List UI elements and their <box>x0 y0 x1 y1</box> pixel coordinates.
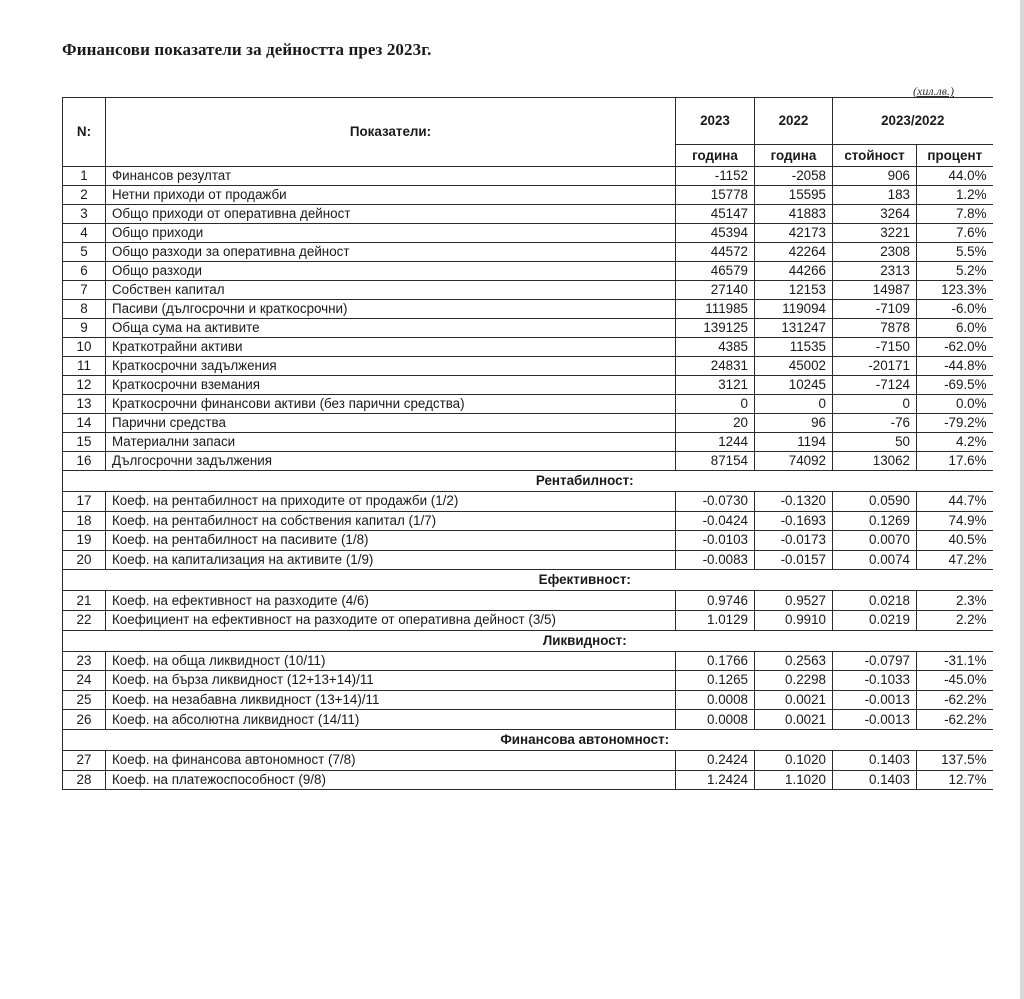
section-header-row <box>63 729 993 750</box>
change-percent: 1.2% <box>917 186 993 205</box>
header-percent-sub: процент <box>917 145 993 167</box>
change-value: 3221 <box>833 224 917 243</box>
change-percent: -62.2% <box>917 710 993 730</box>
row-label: Общо приходи <box>106 224 676 243</box>
header-year-2023: 2023 <box>676 98 755 145</box>
page-edge <box>1020 0 1024 999</box>
table-row <box>63 710 993 730</box>
unit-label: (хил.лв.) <box>913 84 954 98</box>
header-row-primary <box>63 98 993 145</box>
row-label: Коеф. на бърза ликвидност (12+13+14)/11 <box>106 671 676 691</box>
change-value: -0.0797 <box>833 651 917 671</box>
row-number: 12 <box>63 376 106 395</box>
change-percent: 5.5% <box>917 243 993 262</box>
value-2023: 0.0008 <box>676 710 755 730</box>
row-number: 1 <box>63 167 106 186</box>
change-value: -7150 <box>833 338 917 357</box>
row-label: Коеф. на рентабилност на приходите от продажби (1/2) <box>106 492 676 512</box>
change-percent: 17.6% <box>917 452 993 471</box>
change-value: 183 <box>833 186 917 205</box>
row-number: 5 <box>63 243 106 262</box>
value-2023: 87154 <box>676 452 755 471</box>
table-row <box>63 511 993 531</box>
value-2022: 74092 <box>755 452 833 471</box>
value-2023: 3121 <box>676 376 755 395</box>
row-label: Дългосрочни задължения <box>106 452 676 471</box>
change-value: 0.0218 <box>833 591 917 611</box>
change-percent: -31.1% <box>917 651 993 671</box>
row-number: 19 <box>63 531 106 551</box>
table-row <box>63 750 993 770</box>
value-2022: 12153 <box>755 281 833 300</box>
value-2022: 44266 <box>755 262 833 281</box>
row-label: Краткосрочни финансови активи (без парични средства) <box>106 395 676 414</box>
value-2023: 4385 <box>676 338 755 357</box>
change-value: 0.0074 <box>833 550 917 570</box>
table-row <box>63 338 993 357</box>
value-2023: 1.2424 <box>676 770 755 790</box>
row-label: Краткосрочни задължения <box>106 357 676 376</box>
value-2022: 0.2298 <box>755 671 833 691</box>
table-row <box>63 550 993 570</box>
row-label: Коеф. на ефективност на разходите (4/6) <box>106 591 676 611</box>
table-row <box>63 770 993 790</box>
row-number: 20 <box>63 550 106 570</box>
value-2023: 15778 <box>676 186 755 205</box>
row-number: 15 <box>63 433 106 452</box>
row-label: Краткотрайни активи <box>106 338 676 357</box>
change-percent: -44.8% <box>917 357 993 376</box>
change-value: -0.0013 <box>833 710 917 730</box>
row-label: Коеф. на рентабилност на пасивите (1/8) <box>106 531 676 551</box>
table-row <box>63 395 993 414</box>
value-2023: -1152 <box>676 167 755 186</box>
row-number: 6 <box>63 262 106 281</box>
value-2022: -0.0173 <box>755 531 833 551</box>
change-value: -0.1033 <box>833 671 917 691</box>
value-2023: 0.2424 <box>676 750 755 770</box>
row-label: Общо приходи от оперативна дейност <box>106 205 676 224</box>
table-body <box>63 167 993 790</box>
header-year-2023-sub: година <box>676 145 755 167</box>
table-row <box>63 167 993 186</box>
change-percent: 7.8% <box>917 205 993 224</box>
row-label: Обща сума на активите <box>106 319 676 338</box>
table-row <box>63 610 993 630</box>
section-title: Ликвидност: <box>63 630 993 651</box>
change-value: 3264 <box>833 205 917 224</box>
change-percent: 2.2% <box>917 610 993 630</box>
value-2022: -0.0157 <box>755 550 833 570</box>
row-label: Финансов резултат <box>106 167 676 186</box>
change-value: 0.1403 <box>833 770 917 790</box>
table-row <box>63 671 993 691</box>
table-row <box>63 452 993 471</box>
financial-indicators-table <box>62 97 993 790</box>
table-row <box>63 492 993 512</box>
change-percent: 2.3% <box>917 591 993 611</box>
section-header-row <box>63 471 993 492</box>
change-percent: -6.0% <box>917 300 993 319</box>
row-label: Коефициент на ефективност на разходите от оперативна дейност (3/5) <box>106 610 676 630</box>
value-2023: 0.1766 <box>676 651 755 671</box>
change-percent: -69.5% <box>917 376 993 395</box>
table-row <box>63 262 993 281</box>
value-2022: 42173 <box>755 224 833 243</box>
row-number: 21 <box>63 591 106 611</box>
value-2022: 0.9910 <box>755 610 833 630</box>
row-label: Материални запаси <box>106 433 676 452</box>
section-header-row <box>63 630 993 651</box>
row-label: Собствен капитал <box>106 281 676 300</box>
row-label: Коеф. на платежоспособност (9/8) <box>106 770 676 790</box>
table-row <box>63 243 993 262</box>
table-row <box>63 591 993 611</box>
header-year-2022: 2022 <box>755 98 833 145</box>
value-2023: 46579 <box>676 262 755 281</box>
change-percent: 5.2% <box>917 262 993 281</box>
row-label: Нетни приходи от продажби <box>106 186 676 205</box>
header-ratio: 2023/2022 <box>833 98 993 145</box>
row-label: Коеф. на рентабилност на собствения капитал (1/7) <box>106 511 676 531</box>
section-title: Финансова автономност: <box>63 729 993 750</box>
row-number: 13 <box>63 395 106 414</box>
table-row <box>63 690 993 710</box>
change-percent: -62.0% <box>917 338 993 357</box>
header-value-sub: стойност <box>833 145 917 167</box>
change-percent: 40.5% <box>917 531 993 551</box>
change-value: 0.1269 <box>833 511 917 531</box>
row-number: 8 <box>63 300 106 319</box>
value-2022: 0.0021 <box>755 690 833 710</box>
section-title: Ефективност: <box>63 570 993 591</box>
value-2023: -0.0083 <box>676 550 755 570</box>
change-value: -7109 <box>833 300 917 319</box>
change-value: 13062 <box>833 452 917 471</box>
row-number: 4 <box>63 224 106 243</box>
value-2023: 139125 <box>676 319 755 338</box>
value-2022: 45002 <box>755 357 833 376</box>
row-number: 2 <box>63 186 106 205</box>
document-title: Финансови показатели за дейността през 2023г. <box>62 40 432 59</box>
value-2022: 96 <box>755 414 833 433</box>
value-2023: 1244 <box>676 433 755 452</box>
change-value: 2313 <box>833 262 917 281</box>
header-label: Показатели: <box>106 98 676 167</box>
value-2023: 44572 <box>676 243 755 262</box>
table-row <box>63 186 993 205</box>
change-percent: 137.5% <box>917 750 993 770</box>
header-year-2022-sub: година <box>755 145 833 167</box>
row-label: Общо разходи за оперативна дейност <box>106 243 676 262</box>
row-number: 26 <box>63 710 106 730</box>
change-percent: -79.2% <box>917 414 993 433</box>
value-2022: 0.1020 <box>755 750 833 770</box>
row-label: Пасиви (дългосрочни и краткосрочни) <box>106 300 676 319</box>
change-percent: 7.6% <box>917 224 993 243</box>
change-percent: -45.0% <box>917 671 993 691</box>
row-label: Коеф. на абсолютна ликвидност (14/11) <box>106 710 676 730</box>
table-row <box>63 224 993 243</box>
row-label: Коеф. на обща ликвидност (10/11) <box>106 651 676 671</box>
row-number: 27 <box>63 750 106 770</box>
change-value: 0.0590 <box>833 492 917 512</box>
row-number: 28 <box>63 770 106 790</box>
row-number: 23 <box>63 651 106 671</box>
row-number: 10 <box>63 338 106 357</box>
change-value: 7878 <box>833 319 917 338</box>
row-number: 17 <box>63 492 106 512</box>
row-label: Краткосрочни вземания <box>106 376 676 395</box>
row-number: 7 <box>63 281 106 300</box>
table-row <box>63 357 993 376</box>
change-value: 906 <box>833 167 917 186</box>
value-2022: 41883 <box>755 205 833 224</box>
change-percent: 123.3% <box>917 281 993 300</box>
row-number: 11 <box>63 357 106 376</box>
table-row <box>63 319 993 338</box>
row-number: 16 <box>63 452 106 471</box>
value-2022: 131247 <box>755 319 833 338</box>
value-2023: -0.0103 <box>676 531 755 551</box>
table-row <box>63 376 993 395</box>
row-number: 9 <box>63 319 106 338</box>
table-row <box>63 531 993 551</box>
row-number: 14 <box>63 414 106 433</box>
change-percent: -62.2% <box>917 690 993 710</box>
change-percent: 44.7% <box>917 492 993 512</box>
value-2023: 0.0008 <box>676 690 755 710</box>
row-number: 25 <box>63 690 106 710</box>
row-number: 3 <box>63 205 106 224</box>
change-percent: 6.0% <box>917 319 993 338</box>
value-2023: -0.0424 <box>676 511 755 531</box>
change-percent: 0.0% <box>917 395 993 414</box>
change-value: 0.0219 <box>833 610 917 630</box>
row-label: Парични средства <box>106 414 676 433</box>
row-label: Коеф. на финансова автономност (7/8) <box>106 750 676 770</box>
row-number: 18 <box>63 511 106 531</box>
financial-indicators-table-container <box>62 97 992 790</box>
value-2022: -0.1320 <box>755 492 833 512</box>
header-num: N: <box>63 98 106 167</box>
value-2022: 0.2563 <box>755 651 833 671</box>
value-2023: 0.9746 <box>676 591 755 611</box>
value-2023: 111985 <box>676 300 755 319</box>
value-2023: 0.1265 <box>676 671 755 691</box>
row-label: Общо разходи <box>106 262 676 281</box>
section-title: Рентабилност: <box>63 471 993 492</box>
change-percent: 47.2% <box>917 550 993 570</box>
change-percent: 44.0% <box>917 167 993 186</box>
row-label: Коеф. на незабавна ликвидност (13+14)/11 <box>106 690 676 710</box>
table-row <box>63 205 993 224</box>
change-value: 2308 <box>833 243 917 262</box>
change-value: 0 <box>833 395 917 414</box>
change-percent: 4.2% <box>917 433 993 452</box>
change-value: -7124 <box>833 376 917 395</box>
value-2023: -0.0730 <box>676 492 755 512</box>
value-2022: 10245 <box>755 376 833 395</box>
change-value: -20171 <box>833 357 917 376</box>
value-2023: 0 <box>676 395 755 414</box>
row-label: Коеф. на капитализация на активите (1/9) <box>106 550 676 570</box>
change-value: 0.1403 <box>833 750 917 770</box>
value-2022: 0 <box>755 395 833 414</box>
value-2023: 20 <box>676 414 755 433</box>
value-2022: 42264 <box>755 243 833 262</box>
table-row <box>63 281 993 300</box>
value-2023: 45147 <box>676 205 755 224</box>
change-value: 0.0070 <box>833 531 917 551</box>
value-2023: 45394 <box>676 224 755 243</box>
table-row <box>63 433 993 452</box>
value-2023: 27140 <box>676 281 755 300</box>
value-2023: 24831 <box>676 357 755 376</box>
value-2023: 1.0129 <box>676 610 755 630</box>
value-2022: 15595 <box>755 186 833 205</box>
table-row <box>63 651 993 671</box>
row-number: 24 <box>63 671 106 691</box>
value-2022: 11535 <box>755 338 833 357</box>
change-percent: 12.7% <box>917 770 993 790</box>
value-2022: -0.1693 <box>755 511 833 531</box>
change-value: 14987 <box>833 281 917 300</box>
table-row <box>63 300 993 319</box>
value-2022: 0.0021 <box>755 710 833 730</box>
row-number: 22 <box>63 610 106 630</box>
change-value: 50 <box>833 433 917 452</box>
change-percent: 74.9% <box>917 511 993 531</box>
value-2022: 119094 <box>755 300 833 319</box>
value-2022: 1.1020 <box>755 770 833 790</box>
change-value: -76 <box>833 414 917 433</box>
value-2022: 0.9527 <box>755 591 833 611</box>
value-2022: -2058 <box>755 167 833 186</box>
section-header-row <box>63 570 993 591</box>
value-2022: 1194 <box>755 433 833 452</box>
change-value: -0.0013 <box>833 690 917 710</box>
table-row <box>63 414 993 433</box>
